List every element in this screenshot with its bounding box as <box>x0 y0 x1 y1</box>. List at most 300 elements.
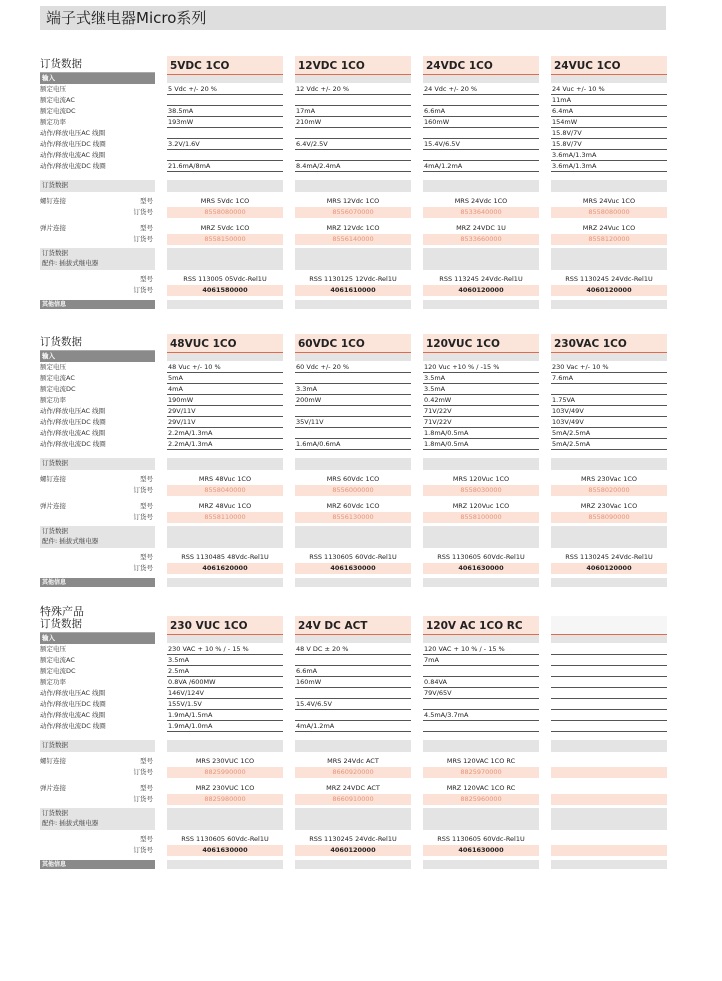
input-row-bg <box>423 635 539 643</box>
value-ac-coil <box>423 128 539 139</box>
other-info-bg <box>551 300 667 309</box>
screw-order-no: 8558040000 <box>167 485 283 496</box>
screw-order-no: 8558020000 <box>551 485 667 496</box>
value-current-dc: 2.5mA <box>167 666 283 677</box>
value-current-ac: 7.6mA <box>551 373 667 384</box>
value-dc-coil-cur: 4mA/1.2mA <box>295 721 411 732</box>
order-subhead-bg <box>167 180 283 192</box>
spring-type: MRZ 230VUC 1CO <box>195 784 255 792</box>
screw-type: MRS 48Vuc 1CO <box>198 475 252 483</box>
value-power: 190mW <box>167 395 283 406</box>
input-row-bg <box>295 635 411 643</box>
other-info-bg <box>295 300 411 309</box>
value-current-dc <box>551 666 667 677</box>
input-row-bg <box>167 353 283 361</box>
value-dc-coil: 15.4V/6.5V <box>295 699 411 710</box>
accessory-bg <box>167 808 283 830</box>
label-type-acc: 型号 <box>140 553 153 561</box>
value-current-dc: 38.5mA <box>167 106 283 117</box>
label-ac-coil-cur: 动作/释放电流AC 线圈 <box>40 429 106 437</box>
value-voltage: 120 Vuc +10 % / -15 % <box>423 362 539 373</box>
label-order-screw: 订货号 <box>133 768 153 776</box>
label-voltage: 额定电压 <box>40 645 66 653</box>
order-subhead-bg <box>551 458 667 470</box>
other-info-bg <box>295 578 411 587</box>
accessory-order-no: 4061580000 <box>167 285 283 296</box>
value-power: 160mW <box>295 677 411 688</box>
special-products-title: 特殊产品 <box>40 605 84 618</box>
value-ac-coil <box>167 128 283 139</box>
input-row-bg <box>551 353 667 361</box>
value-current-ac <box>167 95 283 106</box>
accessory-bg <box>295 808 411 830</box>
screw-type: MRS 12Vdc 1CO <box>326 197 380 205</box>
spring-type: MRZ 60Vdc 1CO <box>326 502 380 510</box>
other-info-bg <box>167 860 283 869</box>
label-screw: 螺钉连接 <box>40 475 66 483</box>
label-type-acc: 型号 <box>140 835 153 843</box>
value-dc-coil: 71V/22V <box>423 417 539 428</box>
value-dc-coil: 6.4V/2.5V <box>295 139 411 150</box>
label-ac-coil-cur: 动作/释放电流AC 线圈 <box>40 151 106 159</box>
spring-order-no: 8558150000 <box>167 234 283 245</box>
value-current-ac <box>295 95 411 106</box>
input-row-bg <box>551 635 667 643</box>
label-order-spring: 订货号 <box>133 513 153 521</box>
value-current-ac: 7mA <box>423 655 539 666</box>
label-order-acc: 订货号 <box>133 846 153 854</box>
value-ac-coil-cur: 4.5mA/3.7mA <box>423 710 539 721</box>
order-subhead-bg <box>167 458 283 470</box>
value-dc-coil: 15.8V/7V <box>551 139 667 150</box>
accessory-bg <box>167 526 283 548</box>
spring-order-no: 8558110000 <box>167 512 283 523</box>
accessory-type: RSS 113005 05Vdc-Rel1U <box>183 275 267 283</box>
label-type-screw: 型号 <box>140 197 153 205</box>
input-row-bg <box>423 75 539 83</box>
label-ac-coil: 动作/释放电压AC 线圈 <box>40 129 106 137</box>
accessory-bg <box>295 248 411 270</box>
accessory-order-no <box>551 845 667 856</box>
value-current-ac <box>295 373 411 384</box>
label-dc-coil-cur: 动作/释放电流DC 线圈 <box>40 440 106 448</box>
screw-order-no: 8825990000 <box>167 767 283 778</box>
value-ac-coil-cur <box>295 428 411 439</box>
order-data-subhead: 订货数据 <box>40 180 155 192</box>
value-dc-coil-cur: 4mA/1.2mA <box>423 161 539 172</box>
other-info-bg <box>551 860 667 869</box>
label-spring: 弹片连接 <box>40 224 66 232</box>
other-info-bg <box>295 860 411 869</box>
column-header: 12VDC 1CO <box>295 56 411 76</box>
value-voltage: 12 Vdc +/- 20 % <box>295 84 411 95</box>
order-subhead-bg <box>551 180 667 192</box>
page-title: 端子式继电器Micro系列 <box>40 6 666 30</box>
value-current-ac <box>423 95 539 106</box>
other-info-bar: 其他信息 <box>40 860 155 869</box>
value-power: 0.84VA <box>423 677 539 688</box>
accessory-bg <box>423 248 539 270</box>
spring-type: MRZ 24VDC ACT <box>326 784 380 792</box>
column-header: 230VAC 1CO <box>551 334 667 354</box>
label-type-spring: 型号 <box>140 224 153 232</box>
spring-order-no: 8825980000 <box>167 794 283 805</box>
label-spring: 弹片连接 <box>40 502 66 510</box>
screw-type: MRS 230VUC 1CO <box>195 757 255 765</box>
label-dc-coil: 动作/释放电压DC 线圈 <box>40 418 106 426</box>
order-data-heading: 订货数据 <box>40 336 82 348</box>
value-dc-coil: 15.4V/6.5V <box>423 139 539 150</box>
screw-type: MRS 5Vdc 1CO <box>200 197 250 205</box>
value-dc-coil <box>423 699 539 710</box>
spring-type: MRZ 120Vuc 1CO <box>452 502 510 510</box>
spring-type: MRZ 24VDC 1U <box>456 224 506 232</box>
value-dc-coil-cur: 1.9mA/1.0mA <box>167 721 283 732</box>
screw-order-no: 8533640000 <box>423 207 539 218</box>
order-block-2 <box>40 334 666 594</box>
label-accessory <box>40 808 155 830</box>
order-subhead-bg <box>295 180 411 192</box>
accessory-bg <box>551 526 667 548</box>
accessory-label: 配件: 插拔式继电器 <box>42 819 99 827</box>
value-current-dc: 6.4mA <box>551 106 667 117</box>
accessory-order-no: 4061630000 <box>167 845 283 856</box>
order-subhead-bg <box>295 740 411 752</box>
value-power <box>551 677 667 688</box>
value-current-ac: 5mA <box>167 373 283 384</box>
spring-order-no: 8556130000 <box>295 512 411 523</box>
value-voltage: 24 Vdc +/- 20 % <box>423 84 539 95</box>
screw-type: MRS 24Vdc ACT <box>327 757 379 765</box>
spring-type: MRZ 24Vuc 1CO <box>582 224 636 232</box>
value-ac-coil: 29V/11V <box>167 406 283 417</box>
label-current-dc: 额定电流DC <box>40 667 76 675</box>
label-order-acc: 订货号 <box>133 286 153 294</box>
order-subhead-bg <box>167 740 283 752</box>
accessory-order-no: 4061630000 <box>295 563 411 574</box>
value-ac-coil-cur <box>551 710 667 721</box>
accessory-type: RSS 1130245 24Vdc-Rel1U <box>565 553 653 561</box>
spring-type: MRZ 12Vdc 1CO <box>326 224 380 232</box>
label-voltage: 额定电压 <box>40 85 66 93</box>
label-spring: 弹片连接 <box>40 784 66 792</box>
column-header: 24VDC 1CO <box>423 56 539 76</box>
value-dc-coil: 155V/1.5V <box>167 699 283 710</box>
input-bar: 输入 <box>40 73 155 84</box>
column-header: 120V AC 1CO RC <box>423 616 539 636</box>
value-power: 193mW <box>167 117 283 128</box>
accessory-type <box>551 834 667 845</box>
accessory-bg <box>423 526 539 548</box>
value-ac-coil: 79V/65V <box>423 688 539 699</box>
value-dc-coil-cur: 5mA/2.5mA <box>551 439 667 450</box>
value-current-dc: 3.5mA <box>423 384 539 395</box>
order-subhead-bg <box>295 458 411 470</box>
label-power: 额定功率 <box>40 396 66 404</box>
other-info-bg <box>423 578 539 587</box>
input-row-bg <box>167 635 283 643</box>
label-accessory <box>40 526 155 548</box>
screw-order-no: 8558080000 <box>167 207 283 218</box>
other-info-bg <box>423 300 539 309</box>
other-info-bg <box>551 578 667 587</box>
accessory-order-no: 4060120000 <box>551 563 667 574</box>
column-header: 230 VUC 1CO <box>167 616 283 636</box>
value-ac-coil-cur: 1.9mA/1.5mA <box>167 710 283 721</box>
order-data-heading: 订货数据 <box>40 58 82 70</box>
value-current-dc: 3.3mA <box>295 384 411 395</box>
screw-order-no <box>551 767 667 778</box>
value-dc-coil-cur: 1.6mA/0.6mA <box>295 439 411 450</box>
label-order-acc: 订货号 <box>133 564 153 572</box>
input-row-bg <box>551 75 667 83</box>
value-ac-coil: 15.8V/7V <box>551 128 667 139</box>
accessory-bg <box>423 808 539 830</box>
label-screw: 螺钉连接 <box>40 197 66 205</box>
value-dc-coil-cur: 8.4mA/2.4mA <box>295 161 411 172</box>
value-ac-coil <box>295 688 411 699</box>
column-header: 24VUC 1CO <box>551 56 667 76</box>
value-ac-coil <box>295 128 411 139</box>
value-current-dc: 6.6mA <box>295 666 411 677</box>
order-data-heading: 订货数据 <box>40 618 82 630</box>
value-ac-coil-cur <box>167 150 283 161</box>
value-dc-coil-cur: 3.6mA/1.3mA <box>551 161 667 172</box>
screw-order-no: 8825970000 <box>423 767 539 778</box>
value-voltage: 120 VAC + 10 % / - 15 % <box>423 644 539 655</box>
order-block-3 <box>40 616 666 876</box>
accessory-bg <box>167 248 283 270</box>
order-block-1 <box>40 56 666 316</box>
value-dc-coil-cur: 21.6mA/8mA <box>167 161 283 172</box>
screw-order-no: 8558030000 <box>423 485 539 496</box>
value-ac-coil-cur <box>423 150 539 161</box>
value-current-ac <box>551 655 667 666</box>
spring-order-no: 8533660000 <box>423 234 539 245</box>
label-current-dc: 额定电流DC <box>40 107 76 115</box>
spring-type: MRZ 48Vuc 1CO <box>198 502 252 510</box>
other-info-bg <box>167 578 283 587</box>
value-ac-coil-cur: 3.6mA/1.3mA <box>551 150 667 161</box>
heading-rule <box>40 626 155 633</box>
accessory-type: RSS 1130245 24Vdc-Rel1U <box>309 835 397 843</box>
value-ac-coil-cur <box>295 710 411 721</box>
other-info-bg <box>167 300 283 309</box>
label-type-spring: 型号 <box>140 502 153 510</box>
value-current-ac: 11mA <box>551 95 667 106</box>
label-order-spring: 订货号 <box>133 795 153 803</box>
label-dc-coil-cur: 动作/释放电流DC 线圈 <box>40 162 106 170</box>
order-subhead-bg <box>423 458 539 470</box>
value-current-ac: 3.5mA <box>167 655 283 666</box>
accessory-bg <box>295 526 411 548</box>
label-current-ac: 额定电流AC <box>40 656 75 664</box>
column-header <box>551 616 667 636</box>
value-ac-coil-cur: 1.8mA/0.5mA <box>423 428 539 439</box>
label-ac-coil: 动作/释放电压AC 线圈 <box>40 689 106 697</box>
value-dc-coil-cur <box>423 721 539 732</box>
spring-order-no: 8660910000 <box>295 794 411 805</box>
label-current-ac: 额定电流AC <box>40 374 75 382</box>
column-header: 5VDC 1CO <box>167 56 283 76</box>
accessory-type: RSS 1130245 24Vdc-Rel1U <box>565 275 653 283</box>
label-current-ac: 额定电流AC <box>40 96 75 104</box>
label-dc-coil: 动作/释放电压DC 线圈 <box>40 140 106 148</box>
label-type-screw: 型号 <box>140 475 153 483</box>
input-row-bg <box>167 75 283 83</box>
value-ac-coil-cur: 2.2mA/1.3mA <box>167 428 283 439</box>
label-accessory <box>40 248 155 270</box>
value-current-ac: 3.5mA <box>423 373 539 384</box>
heading-rule <box>40 344 155 351</box>
label-ac-coil-cur: 动作/释放电流AC 线圈 <box>40 711 106 719</box>
label-power: 额定功率 <box>40 678 66 686</box>
accessory-heading: 订货数据 <box>42 249 68 257</box>
order-data-subhead: 订货数据 <box>40 458 155 470</box>
spring-order-no: 8558120000 <box>551 234 667 245</box>
input-bar: 输入 <box>40 633 155 644</box>
value-ac-coil <box>551 688 667 699</box>
value-voltage <box>551 644 667 655</box>
value-dc-coil: 103V/49V <box>551 417 667 428</box>
label-dc-coil: 动作/释放电压DC 线圈 <box>40 700 106 708</box>
accessory-bg <box>551 808 667 830</box>
value-dc-coil: 29V/11V <box>167 417 283 428</box>
screw-order-no: 8556000000 <box>295 485 411 496</box>
value-power: 0.8VA /600MW <box>167 677 283 688</box>
value-voltage: 48 Vuc +/- 10 % <box>167 362 283 373</box>
screw-order-no: 8660920000 <box>295 767 411 778</box>
spring-order-no: 8825960000 <box>423 794 539 805</box>
column-header: 48VUC 1CO <box>167 334 283 354</box>
spring-order-no <box>551 794 667 805</box>
spring-type: MRZ 5Vdc 1CO <box>200 224 250 232</box>
accessory-type: RSS 1130485 48Vdc-Rel1U <box>181 553 269 561</box>
order-subhead-bg <box>551 740 667 752</box>
spring-order-no: 8558090000 <box>551 512 667 523</box>
value-voltage: 230 VAC + 10 % / - 15 % <box>167 644 283 655</box>
column-header: 120VUC 1CO <box>423 334 539 354</box>
value-current-dc <box>551 384 667 395</box>
accessory-type: RSS 1130605 60Vdc-Rel1U <box>437 553 525 561</box>
order-data-subhead: 订货数据 <box>40 740 155 752</box>
value-current-dc: 6.6mA <box>423 106 539 117</box>
label-voltage: 额定电压 <box>40 363 66 371</box>
screw-type: MRS 120VAC 1CO RC <box>446 757 516 765</box>
value-voltage: 230 Vac +/- 10 % <box>551 362 667 373</box>
heading-rule <box>40 66 155 73</box>
accessory-type: RSS 113245 24Vdc-Rel1U <box>439 275 523 283</box>
accessory-order-no: 4060120000 <box>551 285 667 296</box>
spring-order-no: 8556140000 <box>295 234 411 245</box>
accessory-bg <box>551 248 667 270</box>
value-dc-coil <box>551 699 667 710</box>
value-ac-coil-cur: 5mA/2.5mA <box>551 428 667 439</box>
accessory-label: 配件: 插拔式继电器 <box>42 537 99 545</box>
accessory-type: RSS 1130605 60Vdc-Rel1U <box>181 835 269 843</box>
screw-order-no: 8556070000 <box>295 207 411 218</box>
accessory-order-no: 4061630000 <box>423 845 539 856</box>
value-current-dc <box>423 666 539 677</box>
label-type-screw: 型号 <box>140 757 153 765</box>
value-dc-coil: 3.2V/1.6V <box>167 139 283 150</box>
accessory-order-no: 4061630000 <box>423 563 539 574</box>
value-dc-coil-cur: 2.2mA/1.3mA <box>167 439 283 450</box>
screw-type <box>551 756 667 767</box>
value-ac-coil: 103V/49V <box>551 406 667 417</box>
value-power: 0.42mW <box>423 395 539 406</box>
order-subhead-bg <box>423 180 539 192</box>
label-order-screw: 订货号 <box>133 208 153 216</box>
value-power: 210mW <box>295 117 411 128</box>
value-voltage: 24 Vuc +/- 10 % <box>551 84 667 95</box>
spring-type: MRZ 230Vac 1CO <box>580 502 638 510</box>
accessory-type: RSS 1130605 60Vdc-Rel1U <box>309 553 397 561</box>
accessory-label: 配件: 插拔式继电器 <box>42 259 99 267</box>
input-row-bg <box>423 353 539 361</box>
value-dc-coil-cur <box>551 721 667 732</box>
label-type-acc: 型号 <box>140 275 153 283</box>
value-current-dc: 17mA <box>295 106 411 117</box>
value-ac-coil-cur <box>295 150 411 161</box>
screw-type: MRS 230Vac 1CO <box>580 475 638 483</box>
label-screw: 螺钉连接 <box>40 757 66 765</box>
accessory-order-no: 4060120000 <box>423 285 539 296</box>
value-voltage: 5 Vdc +/- 20 % <box>167 84 283 95</box>
screw-type: MRS 24Vuc 1CO <box>582 197 636 205</box>
label-order-screw: 订货号 <box>133 486 153 494</box>
label-order-spring: 订货号 <box>133 235 153 243</box>
accessory-heading: 订货数据 <box>42 527 68 535</box>
accessory-type: RSS 1130125 12Vdc-Rel1U <box>309 275 397 283</box>
value-ac-coil: 71V/22V <box>423 406 539 417</box>
column-header: 60VDC 1CO <box>295 334 411 354</box>
label-ac-coil: 动作/释放电压AC 线圈 <box>40 407 106 415</box>
column-header: 24V DC ACT <box>295 616 411 636</box>
value-power: 154mW <box>551 117 667 128</box>
screw-type: MRS 24Vdc 1CO <box>454 197 508 205</box>
spring-order-no: 8558100000 <box>423 512 539 523</box>
value-dc-coil-cur: 1.8mA/0.5mA <box>423 439 539 450</box>
value-power: 160mW <box>423 117 539 128</box>
other-info-bg <box>423 860 539 869</box>
input-row-bg <box>295 75 411 83</box>
accessory-heading: 订货数据 <box>42 809 68 817</box>
label-type-spring: 型号 <box>140 784 153 792</box>
value-power: 1.75VA <box>551 395 667 406</box>
value-current-ac <box>295 655 411 666</box>
spring-type <box>551 783 667 794</box>
label-current-dc: 额定电流DC <box>40 385 76 393</box>
accessory-type: RSS 1130605 60Vdc-Rel1U <box>437 835 525 843</box>
order-subhead-bg <box>423 740 539 752</box>
value-ac-coil <box>295 406 411 417</box>
accessory-order-no: 4061620000 <box>167 563 283 574</box>
value-voltage: 48 V DC ± 20 % <box>295 644 411 655</box>
screw-type: MRS 120Vuc 1CO <box>452 475 510 483</box>
input-bar: 输入 <box>40 351 155 362</box>
accessory-order-no: 4060120000 <box>295 845 411 856</box>
value-ac-coil: 146V/124V <box>167 688 283 699</box>
value-current-dc: 4mA <box>167 384 283 395</box>
spring-type: MRZ 120VAC 1CO RC <box>446 784 516 792</box>
value-dc-coil: 35V/11V <box>295 417 411 428</box>
label-power: 额定功率 <box>40 118 66 126</box>
value-power: 200mW <box>295 395 411 406</box>
input-row-bg <box>295 353 411 361</box>
value-voltage: 60 Vdc +/- 20 % <box>295 362 411 373</box>
screw-order-no: 8558080000 <box>551 207 667 218</box>
